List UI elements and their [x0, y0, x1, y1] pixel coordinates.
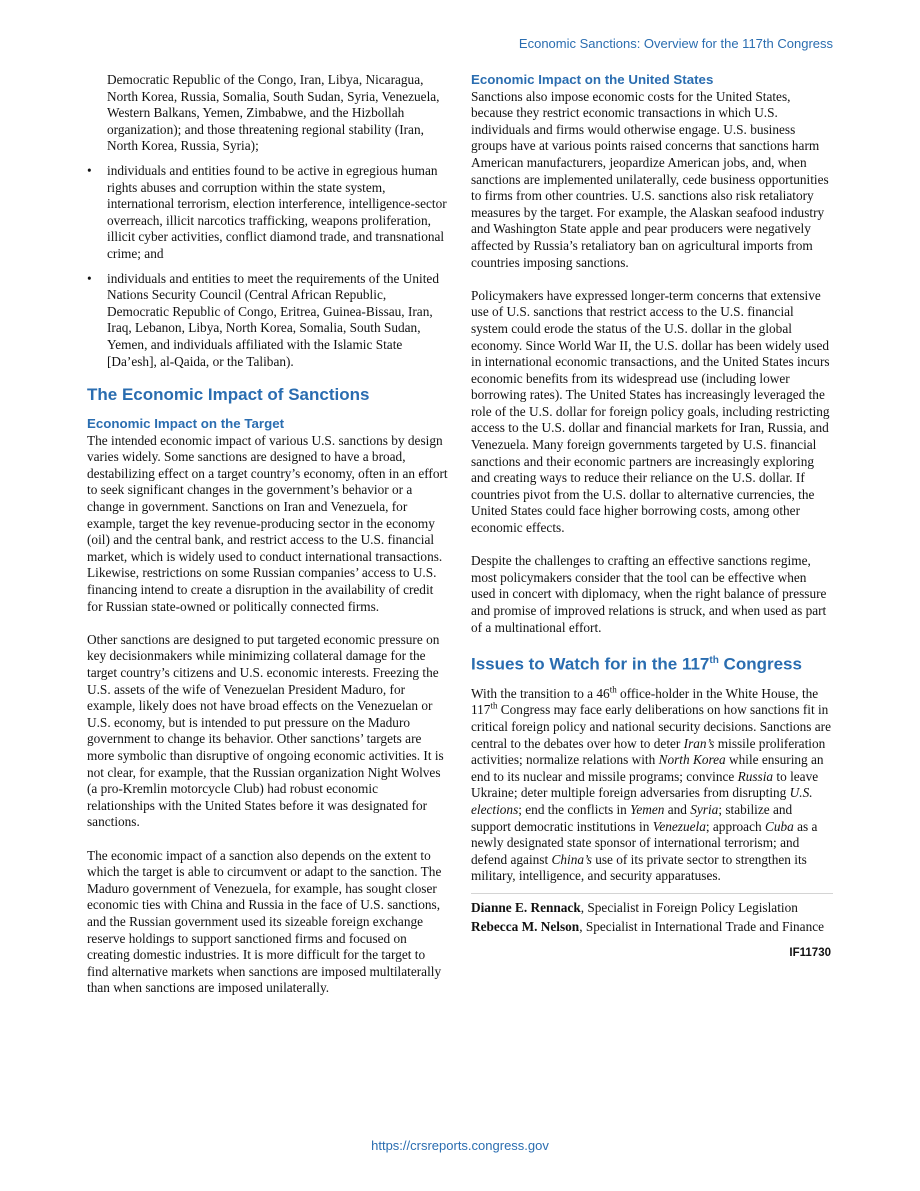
paragraph: Despite the challenges to crafting an effective sanctions regime, most policymakers consider that the tool can be effective when used in concert with diplomacy, when the right balance of pressure and promise of improved relations is struck, and when used as part of a multinational effort.	[471, 553, 827, 635]
list-item-text: individuals and entities to meet the requirements of the United Nations Security Council (Central African Republic, Democratic Republic of Congo, Eritrea, Guinea-Bissau, Iran, Iraq, Lebanon, Libya, North Korea, Somalia, South Sudan, Yemen, and individuals affiliated with the Islamic State [Da’esh], al-Qaida, or the Taliban).	[107, 270, 439, 369]
issues-heading: Issues to Watch for in the 117th Congress	[471, 654, 802, 674]
left-column	[87, 72, 449, 997]
bullet-icon: •	[87, 162, 92, 178]
subheading-us: Economic Impact on the United States	[471, 72, 714, 87]
list-item	[87, 271, 449, 371]
author-divider	[471, 893, 833, 894]
footer-url-link[interactable]: https://crsreports.congress.gov	[371, 1138, 549, 1153]
paragraph: Policymakers have expressed longer-term concerns that extensive use of U.S. sanctions that restrict access to the U.S. financial system could erode the status of the U.S. dollar in the global economy. Since World War II, the U.S. dollar has been widely used in international economic transactions, and the United States incurs economic benefits from its widespread use (including lower borrowing rates). The United States has increasingly leveraged the role of the U.S. dollar for foreign policy goals, including restricting access to the U.S. dollar and financial markets for Iran, Russia, and Venezuela. Many foreign governments targeted by U.S. financial sanctions and their economic partners are increasingly exploring and creating ways to reduce their reliance on the U.S. dollar. If countries pivot from the U.S. dollar to alternative currencies, the United States could face higher borrowing costs, among other economic effects.	[471, 287, 830, 536]
author-line: Dianne E. Rennack, Specialist in Foreign Policy Legislation	[471, 899, 798, 915]
paragraph: Other sanctions are designed to put targeted economic pressure on key decisionmakers while minimizing collateral damage for the target country’s citizens and U.S. economic interests. Freezing the U.S. assets of the wife of Venezuelan President Maduro, for example, likely does not have broad effects on the Venezuelan or U.S. economy, but is intended to put pressure on the Maduro government to change its behavior. Other sanctions’ targets are more symbolic than disruptive of ongoing economic activities. It is not clear, for example, that the Russian organization Night Wolves (a pro-Kremlin motorcycle Club) had robust economic relationships with the United States before it was designated for sanctions.	[87, 631, 444, 830]
bullet-list	[87, 163, 449, 370]
bullet-icon: •	[87, 270, 92, 286]
bullet-continuation: Democratic Republic of the Congo, Iran, Libya, Nicaragua, North Korea, Russia, Somalia, South Sudan, Syria, Venezuela, Western Balkans, Yemen, Zimbabwe, and the Hizbollah organization); and those threatening regional stability (Iran, North Korea, Russia, Syria);	[107, 72, 440, 154]
paragraph: The economic impact of a sanction also depends on the extent to which the target is able to circumvent or adapt to the sanction. The Maduro government of Venezuela, for example, has sought closer economic ties with China and Russia in the face of U.S. sanctions, and the Russian government used its sizeable foreign exchange reserve holdings to support sanctioned firms and focused on creating domestic industries. It is more difficult for the target to find alternative markets when sanctions are imposed multilaterally than when sanctions are imposed unilaterally.	[87, 847, 442, 996]
author-line: Rebecca M. Nelson, Specialist in International Trade and Finance	[471, 918, 825, 934]
section-heading: The Economic Impact of Sanctions	[87, 385, 370, 405]
paragraph: Sanctions also impose economic costs for the United States, because they restrict economic transactions in which U.S. individuals and firms would otherwise engage. U.S. business groups have at various points raised concerns that sanctions harm American manufacturers, jeopardize American jobs, and, when sanctions are implemented unilaterally, cede business opportunities to firms from other countries. U.S. sanctions also risk retaliatory measures by the target. For example, the Alaskan seafood industry and Washington State apple and pear producers were negatively affected by Russia’s retaliatory ban on agricultural imports from countries imposing sanctions.	[471, 88, 829, 270]
subheading-target: Economic Impact on the Target	[87, 416, 285, 432]
right-column	[471, 72, 833, 962]
running-header: Economic Sanctions: Overview for the 117th Congress	[518, 36, 833, 51]
list-item-text: individuals and entities found to be active in egregious human rights abuses and corruption within the state system, international terrorism, election interference, intelligence-sector overreach, illicit narcotics trafficking, weapons proliferation, illicit cyber activities, conflict diamond trade, and transnational crime; and	[107, 162, 447, 261]
document-id: IF11730	[789, 947, 831, 960]
paragraph: The intended economic impact of various U.S. sanctions by design varies widely. Some sanctions are designed to have a broad, destabilizing effect on a target country’s economy, often in an effort to seek significant changes in the government’s behavior or a change in government. Sanctions on Iran and Venezuela, for example, target the key revenue-producing sector in the economy (oil) and the central bank, and restrict access to the U.S. financial market, which is widely used to conduct international transactions. Likewise, restrictions on some Russian companies’ access to U.S. financing intend to create a disruption in the availability of credit for Russian state-owned or politically connected firms.	[87, 432, 448, 614]
issues-paragraph: With the transition to a 46th office-holder in the White House, the 117th Congress may face early deliberations on how sanctions fit in critical foreign policy and national security decisions. Sanctions are central to the debates over how to deter Iran’s missile proliferation activities; normalize relations with North Korea while ensuring an end to its nuclear and missile programs; convince Russia to leave Ukraine; deter multiple foreign adversaries from disrupting U.S. elections; end the conflicts in Yemen and Syria; stabilize and support democratic institutions in Venezuela; approach Cuba as a newly designated state sponsor of international terrorism; and defend against China’s use of its private sector to strengthen its military, intelligence, and security apparatuses.	[471, 684, 832, 884]
list-item	[87, 163, 449, 263]
